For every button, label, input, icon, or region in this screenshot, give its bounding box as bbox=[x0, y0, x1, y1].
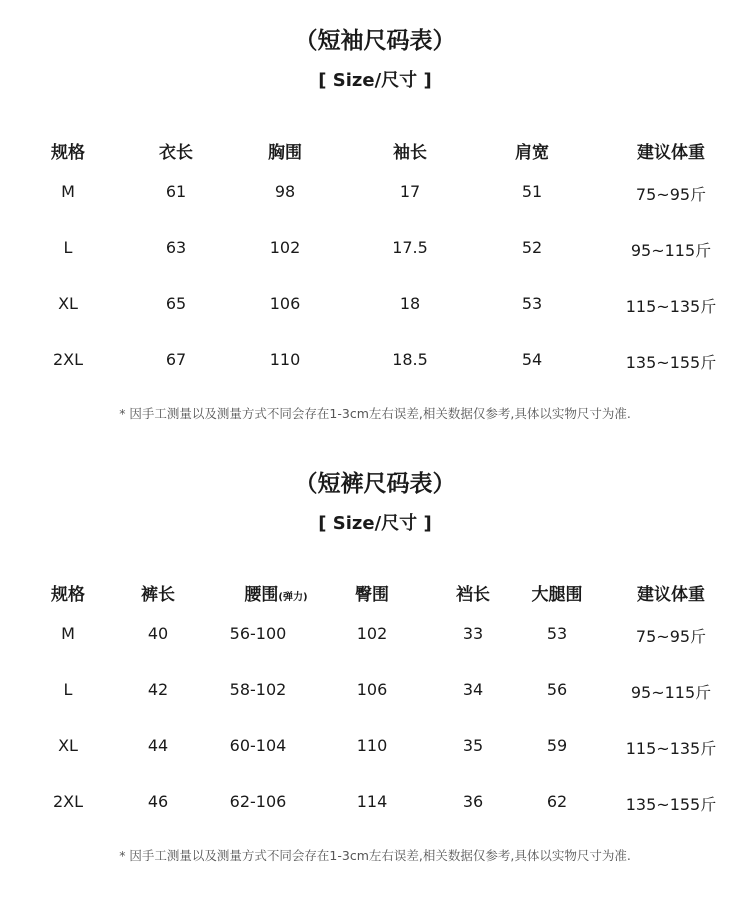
shorts-header-waist bbox=[244, 580, 307, 605]
shirt-cell: M bbox=[61, 182, 75, 201]
shirt-header-sleeve: 袖长 bbox=[393, 143, 427, 163]
shirt-measurement-note: * 因手工测量以及测量方式不同会存在1-3cm左右误差,相关数据仅参考,具体以实物尺寸为准. bbox=[119, 406, 631, 421]
shirt-cell: 106 bbox=[269, 294, 301, 313]
shorts-measurement-note: * 因手工测量以及测量方式不同会存在1-3cm左右误差,相关数据仅参考,具体以实物尺寸为准. bbox=[119, 848, 631, 863]
shorts-cell: XL bbox=[58, 736, 78, 755]
shorts-cell: 59 bbox=[546, 736, 568, 755]
shorts-cell: 44 bbox=[147, 736, 169, 755]
shirt-cell: 75~95斤 bbox=[635, 185, 707, 204]
shorts-cell: 42 bbox=[147, 680, 169, 699]
shirt-cell: 2XL bbox=[52, 350, 84, 369]
shorts-cell: 95~115斤 bbox=[630, 683, 712, 702]
shirt-header-weight: 建议体重 bbox=[637, 143, 705, 163]
shorts-cell: 46 bbox=[147, 792, 169, 811]
shorts-header-waist-suffix: (弹力) bbox=[278, 592, 308, 603]
shorts-table-title: （短裤尺码表） bbox=[294, 471, 456, 497]
shorts-cell: 62 bbox=[546, 792, 568, 811]
shorts-cell: 135~155斤 bbox=[625, 795, 717, 814]
shorts-cell: 40 bbox=[147, 624, 169, 643]
shorts-cell: M bbox=[61, 624, 75, 643]
shorts-cell: 58-102 bbox=[229, 680, 287, 699]
shorts-cell: 36 bbox=[462, 792, 484, 811]
shorts-cell: 56 bbox=[546, 680, 568, 699]
shirt-cell: 63 bbox=[165, 238, 187, 257]
shirt-cell: XL bbox=[58, 294, 78, 313]
shirt-cell: 61 bbox=[165, 182, 187, 201]
shorts-cell: 75~95斤 bbox=[635, 627, 707, 646]
shorts-header-rise: 裆长 bbox=[456, 585, 490, 605]
shirt-header-size: 规格 bbox=[51, 143, 85, 163]
shirt-cell: 115~135斤 bbox=[625, 297, 717, 316]
shirt-cell: L bbox=[63, 238, 73, 257]
shirt-cell: 51 bbox=[521, 182, 543, 201]
shorts-cell: L bbox=[63, 680, 73, 699]
shirt-cell: 95~115斤 bbox=[630, 241, 712, 260]
shirt-cell: 17 bbox=[399, 182, 421, 201]
shirt-cell: 98 bbox=[274, 182, 296, 201]
shirt-cell: 54 bbox=[521, 350, 543, 369]
shirt-cell: 52 bbox=[521, 238, 543, 257]
shorts-cell: 114 bbox=[356, 792, 388, 811]
shirt-cell: 17.5 bbox=[392, 238, 428, 257]
shorts-header-hip: 臀围 bbox=[355, 585, 389, 605]
shirt-table-title: （短袖尺码表） bbox=[294, 28, 456, 54]
shirt-cell: 18 bbox=[399, 294, 421, 313]
shorts-table-subtitle: [ Size/尺寸 ] bbox=[318, 513, 432, 534]
shorts-cell: 60-104 bbox=[229, 736, 287, 755]
shirt-header-length: 衣长 bbox=[159, 143, 193, 163]
shorts-cell: 102 bbox=[356, 624, 388, 643]
shirt-cell: 110 bbox=[269, 350, 301, 369]
shirt-cell: 53 bbox=[521, 294, 543, 313]
shorts-cell: 35 bbox=[462, 736, 484, 755]
shorts-header-waist-label: 腰围 bbox=[244, 585, 279, 605]
shorts-cell: 53 bbox=[546, 624, 568, 643]
shirt-cell: 102 bbox=[269, 238, 301, 257]
shorts-cell: 106 bbox=[356, 680, 388, 699]
shorts-header-thigh: 大腿围 bbox=[531, 585, 583, 605]
shirt-cell: 67 bbox=[165, 350, 187, 369]
shorts-cell: 56-100 bbox=[229, 624, 287, 643]
shorts-cell: 2XL bbox=[52, 792, 84, 811]
shirt-header-chest: 胸围 bbox=[268, 143, 302, 163]
shirt-cell: 18.5 bbox=[392, 350, 428, 369]
shorts-header-weight: 建议体重 bbox=[637, 585, 705, 605]
shirt-cell: 65 bbox=[165, 294, 187, 313]
shorts-cell: 115~135斤 bbox=[625, 739, 717, 758]
shirt-cell: 135~155斤 bbox=[625, 353, 717, 372]
shorts-header-size: 规格 bbox=[51, 585, 85, 605]
shorts-cell: 33 bbox=[462, 624, 484, 643]
shorts-cell: 34 bbox=[462, 680, 484, 699]
shorts-cell: 110 bbox=[356, 736, 388, 755]
shirt-table-subtitle: [ Size/尺寸 ] bbox=[318, 70, 432, 91]
shorts-cell: 62-106 bbox=[229, 792, 287, 811]
shirt-header-shoulder: 肩宽 bbox=[515, 143, 549, 163]
shorts-header-length: 裤长 bbox=[141, 585, 175, 605]
